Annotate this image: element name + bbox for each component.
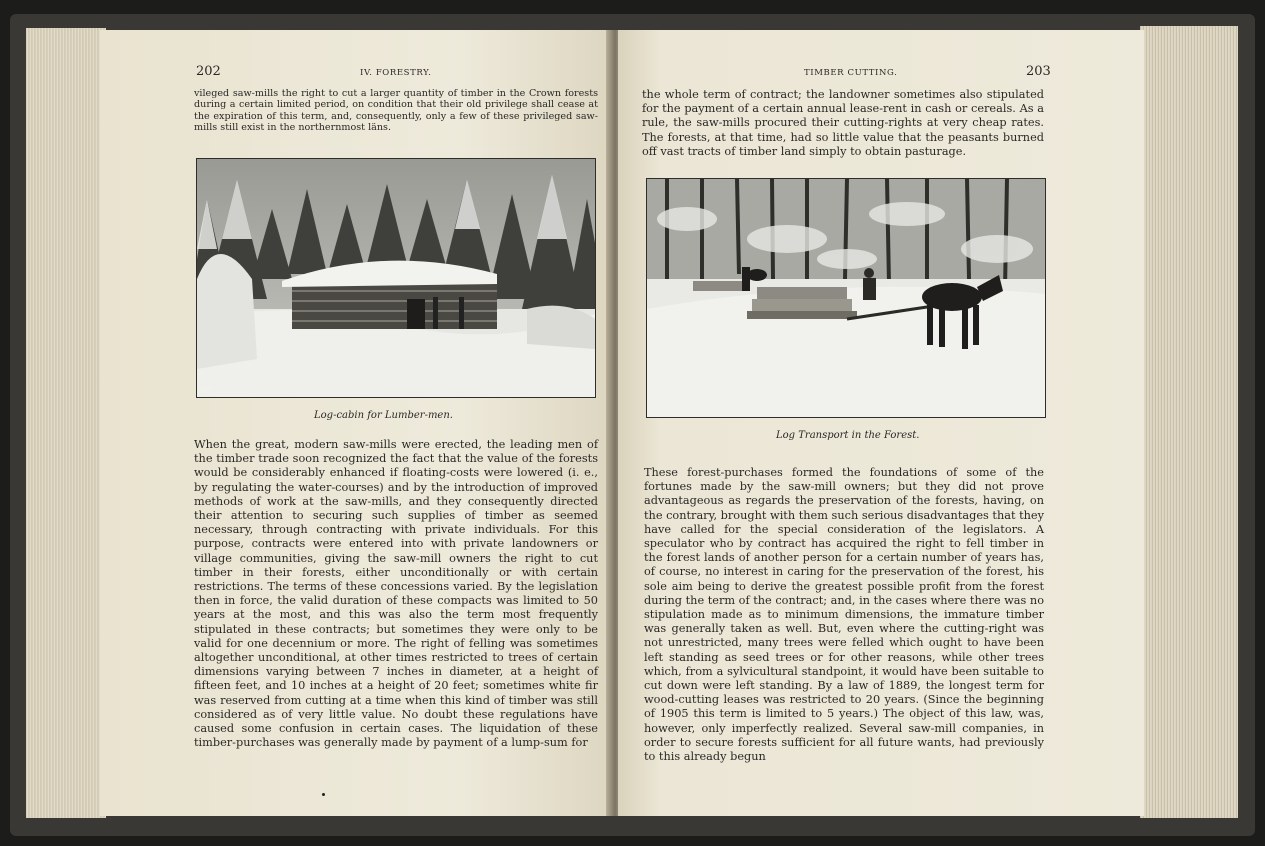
right-intro-paragraph: the whole term of contract; the landowner sometimes also stipulated for the payment of a certain annual lease-rent in cash or cereals. As a rule, the saw-mills procured their cutting-rights at very cheap rates. The forests, at that time, had so little value that the peasants burned off vast tracts of timber land simply to obtain pasturage. [642,88,1044,158]
left-intro-paragraph: vileged saw-mills the right to cut a larger quantity of timber in the Crown forests during a certain limited period, on condition that their old privilege shall cease at the expiration of this term, and, consequently, only a few of these privileged saw-mills still exist in the northernmost läns. [194,88,598,134]
right-body-paragraph: These forest-purchases formed the foundations of some of the fortunes made by the saw-mill owners; but they did not prove advantageous as regards the preservation of the forests, having, on the contrary, brought with them such serious disadvantages that they have called for the special consideration of the legislators. A speculator who by contract has acquired the right to fell timber in the forest lands of another person for a certain number of years has, of course, no interest in caring for the preservation of the forest, his sole aim being to derive the greatest possible profit from the forest during the term of the contract; and, in the cases where there was no stipulation made as to minimum dimensions, the immature timber was generally taken as well. But, even where the cutting-right was not unrestricted, many trees were felled which ought to have been left standing as seed trees or for other reasons, while other trees which, from a sylvicultural standpoint, it would have been suitable to cut down were left standing. By a law of 1889, the longest term for wood-cutting leases was restricted to 20 years. (Since the beginning of 1905 this term is limited to 5 years.) The object of this law, was, however, only imperfectly realized. Several saw-mill companies, in order to secure forests sufficient for all future wants, had previously to this already begun [644,466,1044,764]
log-transport-photo [646,178,1046,418]
paper-speck [322,793,325,796]
left-page-number: 202 [196,64,221,79]
right-figure-caption: Log Transport in the Forest. [776,430,920,441]
left-page [100,30,612,816]
right-page [618,30,1144,816]
left-figure-caption: Log-cabin for Lumber-men. [314,410,453,421]
log-cabin-illustration [197,159,595,397]
right-page-edges [1140,26,1238,818]
right-page-number: 203 [1026,64,1051,79]
left-running-head: IV. FORESTRY. [360,68,432,78]
log-cabin-photo [196,158,596,398]
left-body-paragraph: When the great, modern saw-mills were erected, the leading men of the timber trade soon recognized the fact that the value of the forests would be considerably enhanced if floating-costs were lowered (i. e., by regulating the water-courses) and by the introduction of improved methods of work at the saw-mills, and they consequently directed their attention to securing such supplies of timber as seemed necessary, through contracting with private individuals. For this purpose, contracts were entered into with private landowners or village communities, giving the saw-mill owners the right to cut timber in their forests, either unconditionally or with certain restrictions. The terms of these concessions varied. By the legislation then in force, the valid duration of these compacts was limited to 50 years at the most, and this was also the term most frequently stipulated in these contracts; but sometimes they were only to be valid for one decennium or more. The right of felling was sometimes altogether unconditional, at other times restricted to trees of certain dimensions varying between 7 inches in diameter, at a height of fifteen feet, and 10 inches at a height of 20 feet; sometimes white fir was reserved from cutting at a time when this kind of timber was still considered as of very little value. No doubt these regulations have caused some confusion in certain cases. The liquidation of these timber-purchases was generally made by payment of a lump-sum for [194,438,598,750]
right-running-head: TIMBER CUTTING. [804,68,898,78]
right-photo-mark: SVIT [651,407,663,413]
left-photo-mark: SVIT [201,387,213,393]
left-page-edges [26,28,106,818]
log-transport-illustration [647,179,1045,417]
